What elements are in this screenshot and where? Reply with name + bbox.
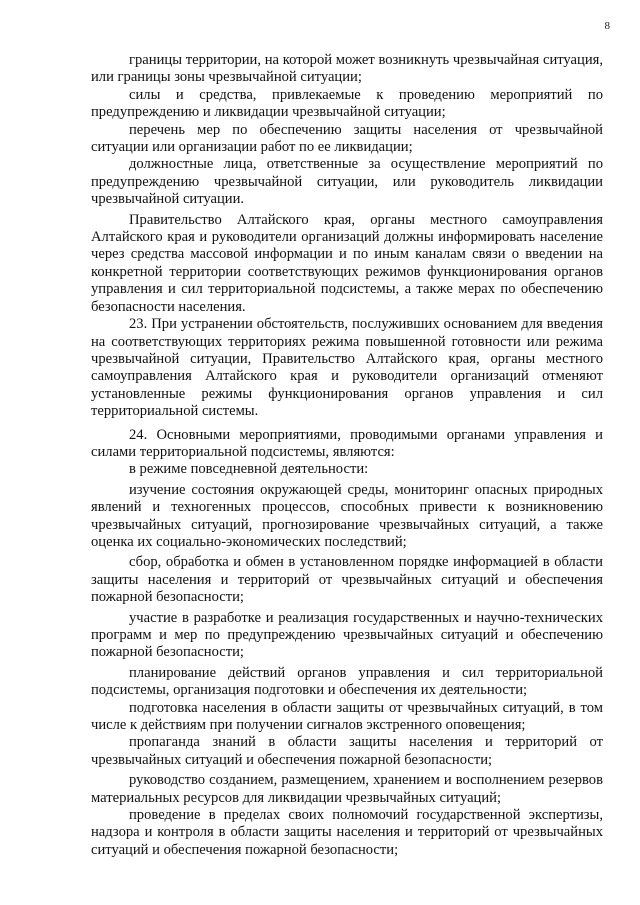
paragraph-item-24: 24. Основными мероприятиями, проводимыми органами управления и силами территориальной подсистемы, являются: <box>91 426 603 460</box>
paragraph-forces-and-means: силы и средства, привлекаемые к проведению мероприятий по предупреждению и ликвидации чрезвычайной ситуации; <box>91 86 603 121</box>
paragraph-program-participation: участие в разработке и реализация государственных и научно-технических программ и мер по предупреждению чрезвычайных ситуаций и обеспечению пожарной безопасности; <box>91 609 603 661</box>
paragraph-action-planning: планирование действий органов управления и сил территориальной подсистемы, организация подготовки и обеспечения их деятельности; <box>91 664 603 699</box>
paragraph-information-exchange: сбор, обработка и обмен в установленном порядке информацией в области защиты населения и территорий от чрезвычайных ситуаций и обеспечения пожарной безопасности; <box>91 554 603 606</box>
paragraph-responsible-officials: должностные лица, ответственные за осуществление мероприятий по предупреждению чрезвычайной ситуации, или руководитель ликвидации чрезвычайной ситуации. <box>91 156 603 208</box>
paragraph-item-23: 23. При устранении обстоятельств, послуживших основанием для введения на соответствующих территориях режима повышенной готовности или режима чрезвычайной ситуации, Правительство Алтайского края, органы местного самоуправления Алтайского края и руководители организаций отменяют установленные режимы функционирования органов управления и сил территориальной системы. <box>91 316 603 420</box>
paragraph-environment-monitoring: изучение состояния окружающей среды, мониторинг опасных природных явлений и техногенных процессов, способных привести к возникновению чрезвычайных ситуаций, прогнозирование чрезвычайных ситуаций, а также оценка их социально-экономических последствий; <box>91 481 603 550</box>
paragraph-population-training: подготовка населения в области защиты от чрезвычайных ситуаций, в том числе к действиям при получении сигналов экстренного оповещения; <box>91 699 603 734</box>
paragraph-knowledge-promotion: пропаганда знаний в области защиты населения и территорий от чрезвычайных ситуаций и обеспечения пожарной безопасности; <box>91 734 603 768</box>
paragraph-territory-boundaries: границы территории, на которой может возникнуть чрезвычайная ситуация, или границы зоны чрезвычайной ситуации; <box>91 52 603 86</box>
document-body <box>91 52 603 859</box>
paragraph-government-informing: Правительство Алтайского края, органы местного самоуправления Алтайского края и руководители организаций должны информировать население через средства массовой информации и по иным каналам связи о введении на конкретной территории соответствующих режимов функционирования органов управления и сил территориальной подсистемы, а также мерах по обеспечению безопасности населения. <box>91 211 603 315</box>
paragraph-daily-mode: в режиме повседневной деятельности: <box>129 461 369 478</box>
page-number: 8 <box>604 20 610 32</box>
paragraph-protection-measures: перечень мер по обеспечению защиты населения от чрезвычайной ситуации или организации работ по ее ликвидации; <box>91 121 603 156</box>
paragraph-state-expertise: проведение в пределах своих полномочий государственной экспертизы, надзора и контроля в области защиты населения и территорий от чрезвычайных ситуаций и обеспечения пожарной безопасности; <box>91 807 603 858</box>
paragraph-material-reserves: руководство созданием, размещением, хранением и восполнением резервов материальных ресурсов для ликвидации чрезвычайных ситуаций; <box>91 772 603 806</box>
